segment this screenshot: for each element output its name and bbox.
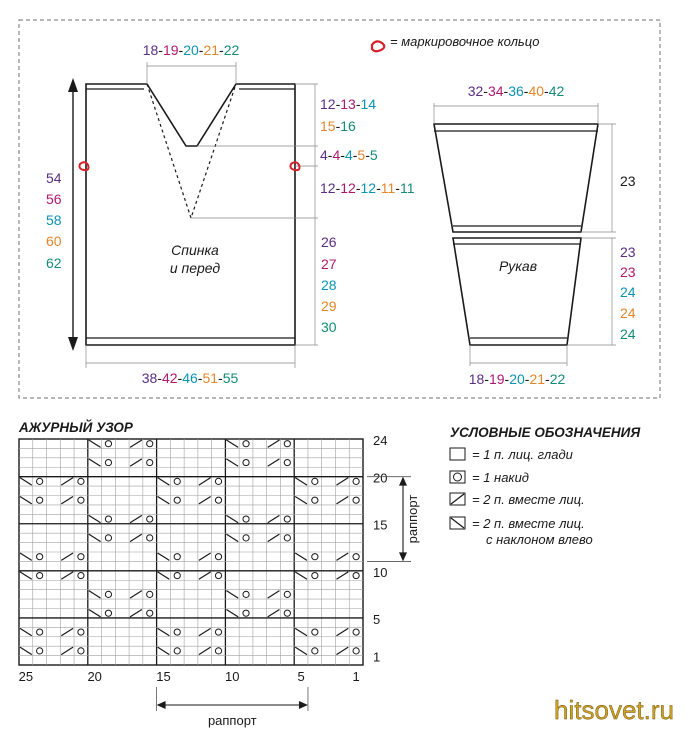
- size-value: 5: [369, 147, 378, 163]
- total-length-size: 60: [46, 233, 62, 249]
- row-number-label: 5: [373, 611, 381, 627]
- lower-part-size: 27: [321, 256, 337, 272]
- sleeve-top-width-sizes: 32-34-36-40-42: [467, 83, 565, 99]
- size-value: 12: [320, 96, 336, 112]
- size-value: 15: [320, 118, 336, 134]
- body-label-line2: и перед: [169, 260, 221, 276]
- size-value: 19: [488, 371, 505, 387]
- legend-text: = 1 п. лиц. глади: [472, 447, 573, 462]
- row-number-label: 10: [373, 564, 388, 580]
- legend-item: [450, 447, 573, 462]
- size-value: 12: [360, 180, 377, 196]
- body-left-marker-icon: [80, 162, 89, 170]
- sleeve-lower-height: 24: [620, 284, 636, 300]
- size-value: 11: [380, 180, 396, 196]
- column-number-label: 1: [352, 669, 360, 684]
- size-value: 13: [340, 96, 356, 112]
- legend-title: УСЛОВНЫЕ ОБОЗНАЧЕНИЯ: [450, 425, 641, 440]
- total-length-size: 58: [46, 212, 62, 228]
- lower-part-size: 28: [321, 277, 337, 293]
- row-number-label: 1: [373, 649, 381, 665]
- total-length-size: 54: [46, 170, 62, 186]
- total-length-size: 62: [46, 255, 62, 271]
- size-value: 21: [203, 42, 220, 58]
- row-number-label: 24: [373, 432, 388, 448]
- sleeve-dimension-lines: [434, 103, 616, 366]
- legend-item: [450, 470, 529, 485]
- legend-text: = 2 п. вместе лиц.: [472, 492, 585, 507]
- size-value: 16: [340, 118, 356, 134]
- size-value: 40: [528, 83, 545, 99]
- vertical-repeat-label: раппорт: [405, 494, 420, 544]
- size-value: 14: [360, 96, 377, 112]
- chart-title: АЖУРНЫЙ УЗОР: [19, 420, 133, 435]
- size-value: 51: [202, 370, 219, 386]
- size-value: 22: [223, 42, 240, 58]
- total-length-size: 56: [46, 191, 62, 207]
- size-value: 18: [468, 371, 485, 387]
- size-value: 38: [141, 370, 158, 386]
- lower-part-size: 29: [321, 298, 337, 314]
- size-value: 18: [142, 42, 159, 58]
- sleeve-label: Рукав: [498, 258, 538, 274]
- size-value: 4: [332, 147, 341, 163]
- legend-item: [450, 516, 593, 547]
- total-length-sizes: [46, 170, 62, 271]
- shoulder-shaping-sizes-2: 15-16: [320, 118, 356, 134]
- lower-part-size: 30: [321, 319, 337, 335]
- legend-items: [450, 447, 593, 547]
- size-value: 11: [399, 180, 415, 196]
- sleeve-piece-shape: [434, 124, 598, 345]
- sleeve-lower-height: 24: [620, 326, 636, 342]
- column-number-label: 25: [18, 669, 34, 684]
- marker-to-vneck-sizes: 12-12-12-11-11: [320, 180, 415, 196]
- chart-row-labels: [373, 433, 387, 665]
- size-value: 20: [183, 42, 199, 58]
- legend-text-line2: с наклоном влево: [486, 532, 593, 547]
- size-value: 46: [182, 370, 198, 386]
- shoulder-shaping-sizes: 12-13-14: [320, 96, 377, 112]
- sleeve-upper-height: 23: [620, 173, 636, 189]
- column-number-label: 15: [156, 669, 171, 684]
- body-dimension-lines: [86, 62, 318, 368]
- sleeve-lower-heights: [620, 244, 636, 342]
- size-value: 4: [344, 147, 353, 163]
- size-value: 42: [548, 83, 565, 99]
- lower-part-sizes: [321, 234, 337, 335]
- legend-text: = 2 п. вместе лиц.: [472, 516, 585, 531]
- column-number-label: 10: [225, 669, 240, 684]
- column-number-label: 20: [87, 669, 102, 684]
- size-value: 12: [320, 180, 336, 196]
- size-value: 5: [357, 147, 366, 163]
- body-label-line1: Спинка: [171, 242, 219, 258]
- schematic-frame: [19, 20, 660, 398]
- lower-part-size: 26: [321, 234, 337, 250]
- body-length-arrow: [68, 78, 78, 351]
- size-value: 36: [508, 83, 524, 99]
- size-value: 55: [222, 370, 239, 386]
- size-value: 21: [529, 371, 546, 387]
- sleeve-lower-height: 24: [620, 305, 636, 321]
- marker-legend-text: = маркировочное кольцо: [390, 34, 540, 49]
- sleeve-lower-height: 23: [620, 264, 636, 280]
- chart-col-labels: [19, 669, 360, 684]
- size-value: 20: [509, 371, 525, 387]
- size-value: 42: [161, 370, 178, 386]
- horizontal-repeat-label: раппорт: [207, 713, 257, 728]
- size-value: 34: [487, 83, 504, 99]
- column-number-label: 5: [297, 669, 305, 684]
- body-piece-shape: [86, 84, 295, 345]
- size-value: 22: [549, 371, 566, 387]
- size-value: 19: [162, 42, 179, 58]
- watermark: hitsovet.ru: [554, 695, 674, 725]
- legend-item: [450, 492, 585, 507]
- size-value: 32: [467, 83, 484, 99]
- sleeve-bottom-width-sizes: 18-19-20-21-22: [468, 371, 566, 387]
- marker-ring-icon: [372, 41, 384, 51]
- size-value: 12: [340, 180, 356, 196]
- row-number-label: 15: [373, 517, 388, 533]
- body-bottom-width-sizes: 38-42-46-51-55: [141, 370, 239, 386]
- size-value: 4: [320, 147, 328, 163]
- empty-square-icon: [450, 448, 465, 460]
- legend-text: = 1 накид: [472, 470, 529, 485]
- neck-to-marker-sizes: 4-4-4-5-5: [320, 147, 378, 163]
- neck-width-sizes: 18-19-20-21-22: [142, 42, 240, 58]
- sleeve-lower-height: 23: [620, 244, 636, 260]
- row-number-label: 20: [373, 470, 388, 486]
